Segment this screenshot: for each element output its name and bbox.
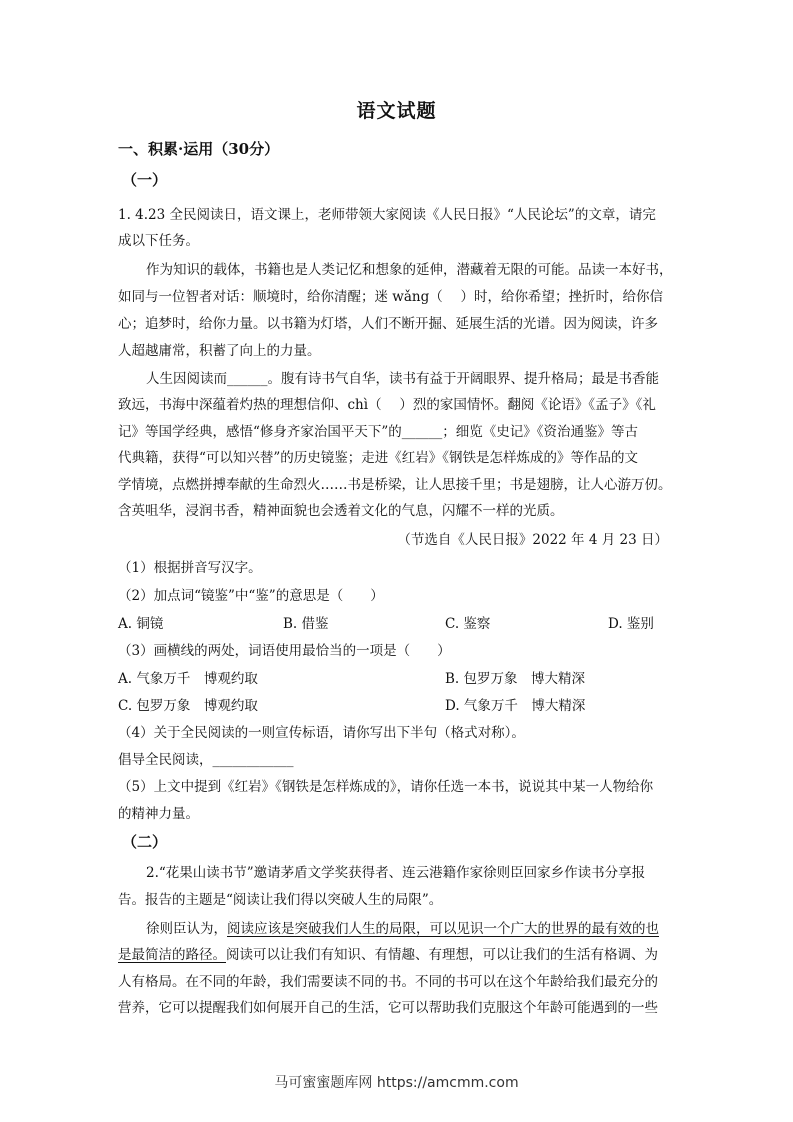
underlined-text: 是最简洁的路径。	[118, 947, 226, 963]
sub-question-2: （2）加点词“镜鉴”中“鉴”的意思是（ ）	[118, 588, 384, 604]
part-heading-1: （一）	[122, 171, 168, 189]
passage-text: 阅读可以让我们有知识、有情趣、有理想，可以让我们的生活有格调、为	[226, 947, 658, 963]
passage-line: 致远，书海中深蕴着灼热的理想信仰、chì（ ）烈的家国情怀。翻阅《论语》《孟子》《礼	[118, 397, 656, 413]
passage-line: 营养，它可以提醒我们如何展开自己的生活，它可以帮助我们克服这个年龄可能遇到的一些	[118, 1000, 658, 1016]
passage-line: 作为知识的载体，书籍也是人类记忆和想象的延伸，潜藏着无限的可能。品读一本好书，	[146, 262, 673, 278]
source-citation: （节选自《人民日报》2022 年 4 月 23 日）	[397, 532, 668, 548]
option-a: A. 气象万千 博观约取	[118, 671, 258, 687]
option-c: C. 包罗万象 博观约取	[118, 698, 258, 714]
passage-line: 人超越庸常，积蓄了向上的力量。	[118, 343, 321, 359]
option-a: A. 铜镜	[118, 616, 164, 632]
passage-line: 人有格局。在不同的年龄，我们需要读不同的书。不同的书可以在这个年龄给我们最充分的	[118, 974, 658, 990]
answer-line: 倡导全民阅读，____________	[118, 752, 294, 768]
passage-line: 心；追梦时，给你力量。以书籍为灯塔，人们不断开掘、延展生活的光谱。因为阅读，许多	[118, 316, 658, 332]
q2-intro-line: 2.“花果山读书节”邀请茅盾文学奖获得者、连云港籍作家徐则臣回家乡作读书分享报	[146, 865, 646, 881]
footer-watermark: 马可蜜蜜题库网 https://amcmm.com	[274, 1075, 519, 1091]
passage-line: 含英咀华，浸润书香，精神面貌也会透着文化的气息，闪耀不一样的光质。	[118, 503, 564, 519]
option-d: D. 气象万千 博大精深	[445, 698, 586, 714]
part-heading-2: （二）	[122, 833, 168, 851]
option-b: B. 包罗万象 博大精深	[445, 671, 586, 687]
passage-line	[118, 943, 658, 963]
option-c: C. 鉴察	[445, 616, 491, 632]
page-title: 语文试题	[356, 100, 437, 122]
sub-question-5: 的精神力量。	[118, 806, 199, 822]
section-heading: 一、积累·运用（30分）	[118, 140, 280, 158]
passage-line: 学情境，点燃拼搏奉献的生命烈火……书是桥梁，让人思接千里；书是翅膀，让人心游万仞。	[118, 477, 672, 493]
q2-intro-line: 告。报告的主题是“阅读让我们得以突破人生的局限”。	[118, 892, 443, 908]
option-d: D. 鉴别	[608, 616, 654, 632]
passage-line	[146, 917, 659, 937]
passage-text: 徐则臣认为，	[146, 921, 227, 937]
passage-line: 记》等国学经典，感悟“修身齐家治国平天下”的______；细览《史记》《资治通鉴》等古	[118, 424, 639, 440]
sub-question-3: （3）画横线的两处，词语使用最恰当的一项是（ ）	[118, 643, 451, 659]
passage-line: 代典籍，获得“可以知兴替”的历史镜鉴；走进《红岩》《钢铁是怎样炼成的》等作品的文	[118, 450, 639, 466]
passage-line: 如同与一位智者对话：顺境时，给你清醒；迷 wǎng（ ）时，给你希望；挫折时，给你信	[118, 289, 664, 305]
q1-intro-line: 成以下任务。	[118, 233, 199, 249]
passage-line: 人生因阅读而______。腹有诗书气自华，读书有益于开阔眼界、提升格局；最是书香能	[146, 371, 659, 387]
option-b: B. 借鉴	[283, 616, 329, 632]
sub-question-4: （4）关于全民阅读的一则宣传标语，请你写出下半句（格式对称）。	[118, 725, 525, 741]
sub-question-1: （1）根据拼音写汉字。	[118, 560, 262, 576]
underlined-text: 阅读应该是突破我们人生的局限，可以见识一个广大的世界的最有效的也	[227, 921, 659, 937]
sub-question-5: （5）上文中提到《红岩》《钢铁是怎样炼成的》，请你任选一本书，说说其中某一人物给你	[118, 779, 654, 795]
q1-intro-line: 1. 4.23 全民阅读日，语文课上，老师带领大家阅读《人民日报》“人民论坛”的文章，请完	[118, 207, 656, 223]
